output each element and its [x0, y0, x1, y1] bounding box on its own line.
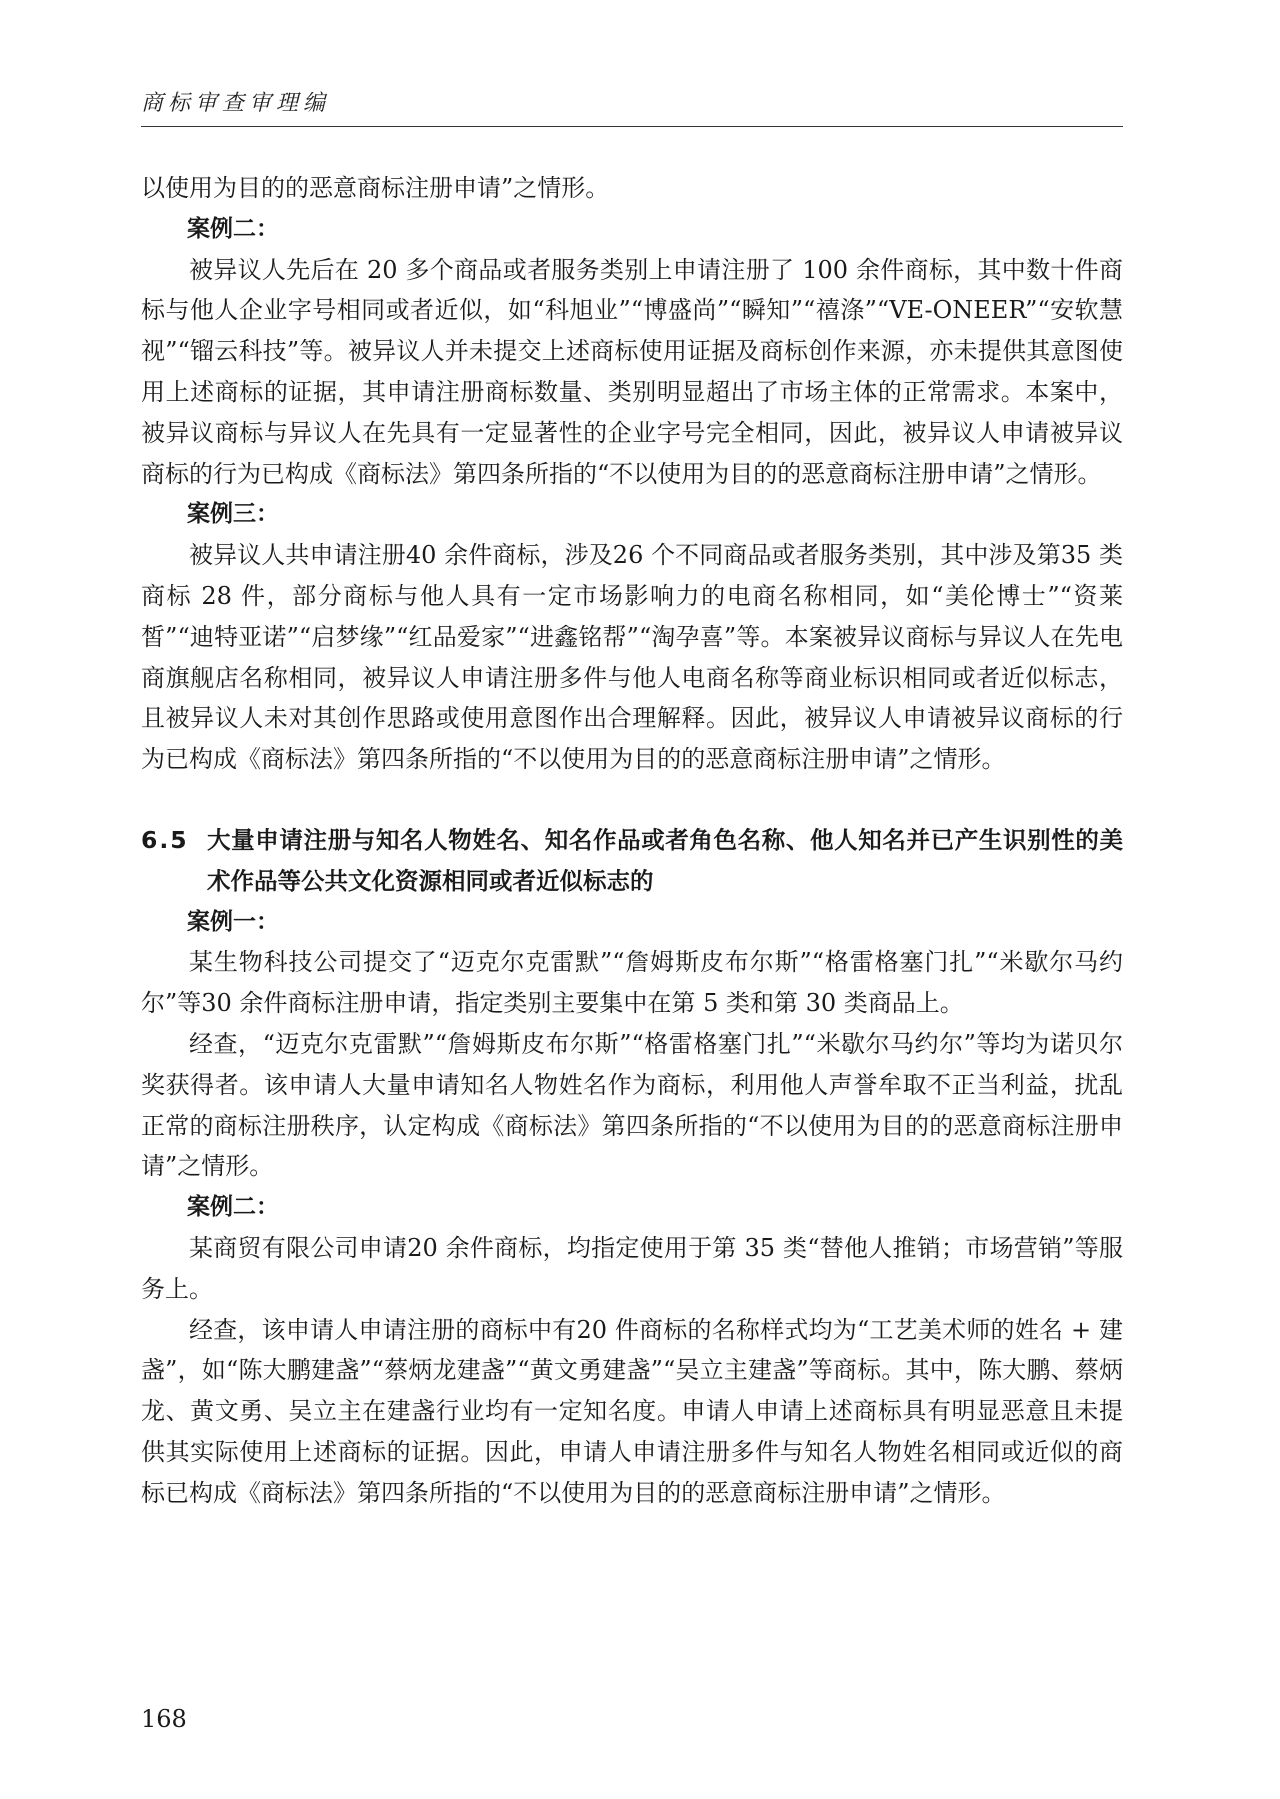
section-number: 6.5 [141, 825, 189, 854]
page-number: 168 [141, 1705, 187, 1733]
paragraph: 经查，“迈克尔克雷默”“詹姆斯皮布尔斯”“格雷格塞门扎”“米歇尔马约尔”等均为诺贝尔奖获得者。该申请人大量申请知名人物姓名作为商标，利用他人声誉牟取不正当利益，扰乱正常的商标注册秩序，认定构成《商标法》第四条所指的“不以使用为目的的恶意商标注册申请”之情形。 [141, 1029, 1123, 1181]
case-label: 案例二： [187, 1194, 279, 1221]
case-label: 案例一： [187, 908, 279, 935]
paragraph: 被异议人共申请注册40 余件商标，涉及26 个不同商品或者服务类别，其中涉及第35 类商标 28 件，部分商标与他人具有一定市场影响力的电商名称相同，如“美伦博士”“资莱皙”“迪特亚诺”“启梦缘”“红品爱家”“进鑫铭帮”“淘孕喜”等。本案被异议商标与异议人在先电商旗舰店名称相同，被异议人申请注册多件与他人电商名称等商业标识相同或者近似标志，且被异议人未对其创作思路或使用意图作出合理解释。因此，被异议人申请被异议商标的行为已构成《商标法》第四条所指的“不以使用为目的的恶意商标注册申请”之情形。 [141, 541, 1123, 774]
paragraph-continued: 以使用为目的的恶意商标注册申请”之情形。 [141, 174, 610, 202]
header-rule [141, 126, 1123, 127]
paragraph: 经查，该申请人申请注册的商标中有20 件商标的名称样式均为“工艺美术师的姓名 + 建盏”，如“陈大鹏建盏”“蔡炳龙建盏”“黄文勇建盏”“吴立主建盏”等商标。其中，陈大鹏、蔡炳龙、黄文勇、吴立主在建盏行业均有一定知名度。申请人申请上述商标具有明显恶意且未提供其实际使用上述商标的证据。因此，申请人申请注册多件与知名人物姓名相同或近似的商标已构成《商标法》第四条所指的“不以使用为目的的恶意商标注册申请”之情形。 [141, 1315, 1123, 1507]
paragraph: 被异议人先后在 20 多个商品或者服务类别上申请注册了 100 余件商标，其中数十件商标与他人企业字号相同或者近似，如“科旭业”“博盛尚”“瞬知”“禧涤”“VE-ONEER”“安软慧视”“镏云科技”等。被异议人并未提交上述商标使用证据及商标创作来源，亦未提供其意图使用上述商标的证据，其申请注册商标数量、类别明显超出了市场主体的正常需求。本案中，被异议商标与异议人在先具有一定显著性的企业字号完全相同，因此，被异议人申请被异议商标的行为已构成《商标法》第四条所指的“不以使用为目的的恶意商标注册申请”之情形。 [141, 255, 1123, 488]
case-label: 案例三： [187, 501, 279, 528]
case-label: 案例二： [187, 215, 279, 242]
paragraph: 某生物科技公司提交了“迈克尔克雷默”“詹姆斯皮布尔斯”“格雷格塞门扎”“米歇尔马约尔”等30 余件商标注册申请，指定类别主要集中在第 5 类和第 30 类商品上。 [141, 948, 1123, 1018]
section-title: 大量申请注册与知名人物姓名、知名作品或者角色名称、他人知名并已产生识别性的美术作品等公共文化资源相同或者近似标志的 [207, 825, 1123, 895]
running-header: 商标审查审理编 [141, 91, 331, 116]
paragraph: 某商贸有限公司申请20 余件商标，均指定使用于第 35 类“替他人推销；市场营销”等服务上。 [141, 1233, 1123, 1303]
page-content [141, 168, 1123, 1514]
section-heading [141, 820, 1123, 902]
